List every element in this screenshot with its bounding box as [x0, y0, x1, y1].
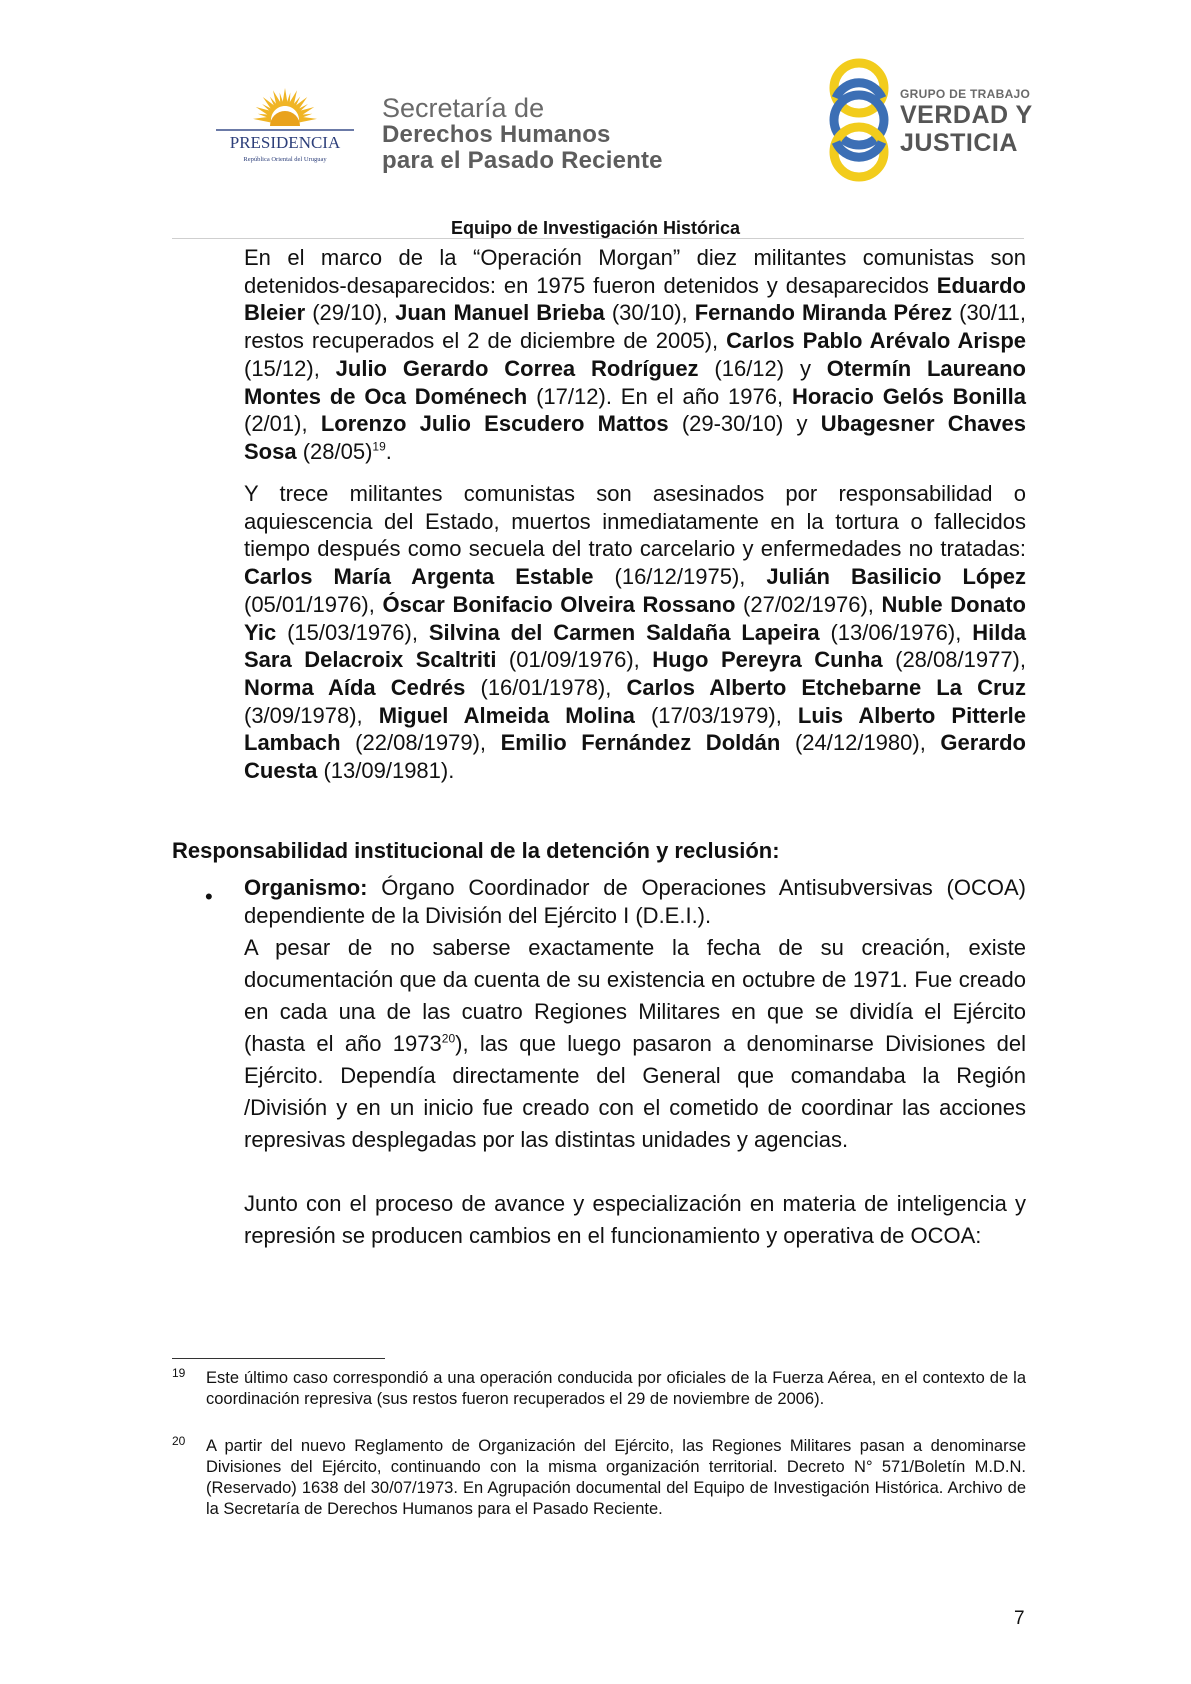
person-name: Julio Gerardo Correa Rodríguez [335, 355, 699, 381]
gtvj-line3: JUSTICIA [900, 129, 1018, 157]
text-run: En el marco de la “Operación Morgan” diez militantes comunistas son detenidos-desaparecidos: en 1975 fueron detenidos y desaparecidos [244, 245, 1026, 298]
text-run: (16/01/1978), [465, 674, 627, 700]
presidencia-logo [210, 86, 360, 176]
organismo-text: Órgano Coordinador de Operaciones Antisubversivas (OCOA) dependiente de la División del Ejército I (D.E.I.). [244, 875, 1026, 928]
text-run: . [385, 438, 392, 464]
text-run: (30/10), [604, 300, 695, 326]
section-heading: Responsabilidad institucional de la detención y reclusión: [172, 838, 780, 863]
presidencia-subtitle: República Oriental del Uruguay [243, 156, 327, 163]
person-name: Otermín Laureano Montes de Oca Doménech [244, 355, 1026, 409]
text-run: (2/01), [244, 411, 321, 437]
text-run: (27/02/1976), [735, 591, 882, 617]
footnote-number: 20 [172, 1434, 186, 1448]
text-run: (13/09/1981). [317, 758, 455, 784]
gtvj-logo-text [900, 88, 1033, 156]
text-run: (17/03/1979), [634, 702, 798, 728]
sun-icon [210, 86, 360, 176]
paragraph-asesinados [244, 480, 1026, 785]
text-run: (13/06/1976), [819, 619, 973, 645]
person-name: Carlos Pablo Arévalo Arispe [726, 328, 1027, 354]
person-name: Eduardo Bleier [244, 272, 1026, 326]
text-run: (30/11, restos recuperados el 2 de diciembre de 2005), [244, 300, 1026, 354]
secretaria-logo-text [382, 94, 663, 173]
text-run: (29-30/10) y [668, 411, 821, 437]
person-name: Lorenzo Julio Escudero Mattos [320, 411, 669, 437]
footnote-text: A partir del nuevo Reglamento de Organización del Ejército, las Regiones Militares pasan a denominarse Divisiones del Ejército, continuando con la misma organización territorial. Decreto N° 571/Boletín M.D.N. (Reservado) 1638 del 30/07/1973. En Agrupación documental del Equipo de Investigación Histórica. Archivo de la Secretaría de Derechos Humanos para el Pasado Reciente. [206, 1437, 1026, 1518]
text-run: (29/10), [305, 300, 396, 326]
person-name: Óscar Bonifacio Olveira Rossano [382, 591, 736, 617]
organismo-item [244, 874, 1026, 930]
bullet-icon: • [205, 884, 213, 909]
secretaria-line3: para el Pasado Reciente [382, 146, 663, 174]
person-name: Luis Alberto Pitterle Lambach [244, 702, 1026, 756]
person-name: Norma Aída Cedrés [244, 674, 466, 700]
secretaria-line2: Derechos Humanos [382, 121, 611, 149]
organismo-label: Organismo: [244, 875, 368, 900]
person-name: Ubagesner Chaves Sosa [244, 411, 1027, 464]
person-name: Hugo Pereyra Cunha [652, 647, 883, 673]
page-number: 7 [1014, 1608, 1025, 1629]
text-run: (24/12/1980), [780, 730, 941, 756]
footnote-ref-19[interactable]: 19 [372, 439, 386, 454]
person-name: Carlos Alberto Etchebarne La Cruz [626, 674, 1026, 700]
gtvj-line2: VERDAD Y [900, 101, 1033, 129]
text-run: (01/09/1976), [496, 647, 653, 673]
text-run: A pesar de no saberse exactamente la fecha de su creación, existe documentación que da cuenta de su existencia en octubre de 1971. Fue creado en cada una de las cuatro Regiones Militares en que se dividía el Ejército (hasta el año 1973 [244, 935, 1026, 1056]
person-name: Nuble Donato Yic [244, 591, 1026, 645]
footnote-ref-20[interactable]: 20 [441, 1031, 456, 1046]
text-run: (22/08/1979), [340, 730, 501, 756]
person-name: Horacio Gelós Bonilla [791, 383, 1026, 409]
chain-links-icon [818, 58, 900, 182]
person-name: Hilda Sara Delacroix Scaltriti [244, 619, 1026, 673]
text-run: (15/03/1976), [276, 619, 429, 645]
presidencia-name: PRESIDENCIA [229, 133, 341, 152]
person-name: Juan Manuel Brieba [395, 300, 605, 326]
person-name: Silvina del Carmen Saldaña Lapeira [428, 619, 820, 645]
person-name: Fernando Miranda Pérez [694, 300, 953, 326]
person-name: Julián Basilicio López [766, 564, 1026, 590]
text-run: (15/12), [244, 355, 336, 381]
text-run: (17/12). En el año 1976, [527, 383, 792, 409]
paragraph-ocoa-creation [244, 932, 1026, 1156]
secretaria-line1: Secretaría de [382, 93, 545, 123]
text-run: (28/05) [296, 438, 373, 464]
gtvj-line1: GRUPO DE TRABAJO [900, 87, 1031, 101]
text-run: (16/12) y [698, 355, 827, 381]
person-name: Carlos María Argenta Estable [244, 564, 594, 590]
header-title: Equipo de Investigación Histórica [450, 218, 741, 238]
person-name: Emilio Fernández Doldán [500, 730, 781, 756]
paragraph-operacion-morgan [244, 244, 1026, 466]
text-run: (3/09/1978), [244, 702, 379, 728]
person-name: Miguel Almeida Molina [378, 702, 635, 728]
footnote-number: 19 [172, 1366, 186, 1380]
header-divider [172, 238, 1024, 239]
text-run: ), las que luego pasaron a denominarse Divisiones del Ejército. Dependía directamente del General que comandaba la Región /División y en un inicio fue creado con el cometido de coordinar las acciones represivas desplegadas por las distintas unidades y agencias. [244, 1031, 1026, 1152]
footnote-text: Este último caso correspondió a una operación conducida por oficiales de la Fuerza Aérea, en el contexto de la coordinación represiva (sus restos fueron recuperados el 29 de noviembre de 2006). [206, 1369, 1026, 1408]
text-run: (16/12/1975), [593, 564, 767, 590]
person-name: Gerardo Cuesta [244, 730, 1026, 784]
text-run: Y trece militantes comunistas son asesinados por responsabilidad o aquiescencia del Estado, muertos inmediatamente en la tortura o fallecidos tiempo después como secuela del trato carcelario y enfermedades no tratadas: [244, 481, 1026, 562]
footnote-divider [172, 1358, 385, 1359]
text-run: (05/01/1976), [244, 591, 383, 617]
text-run: (28/08/1977), [882, 647, 1026, 673]
paragraph-ocoa-changes: Junto con el proceso de avance y especialización en materia de inteligencia y represión se producen cambios en el funcionamiento y operativa de OCOA: [244, 1191, 1026, 1248]
